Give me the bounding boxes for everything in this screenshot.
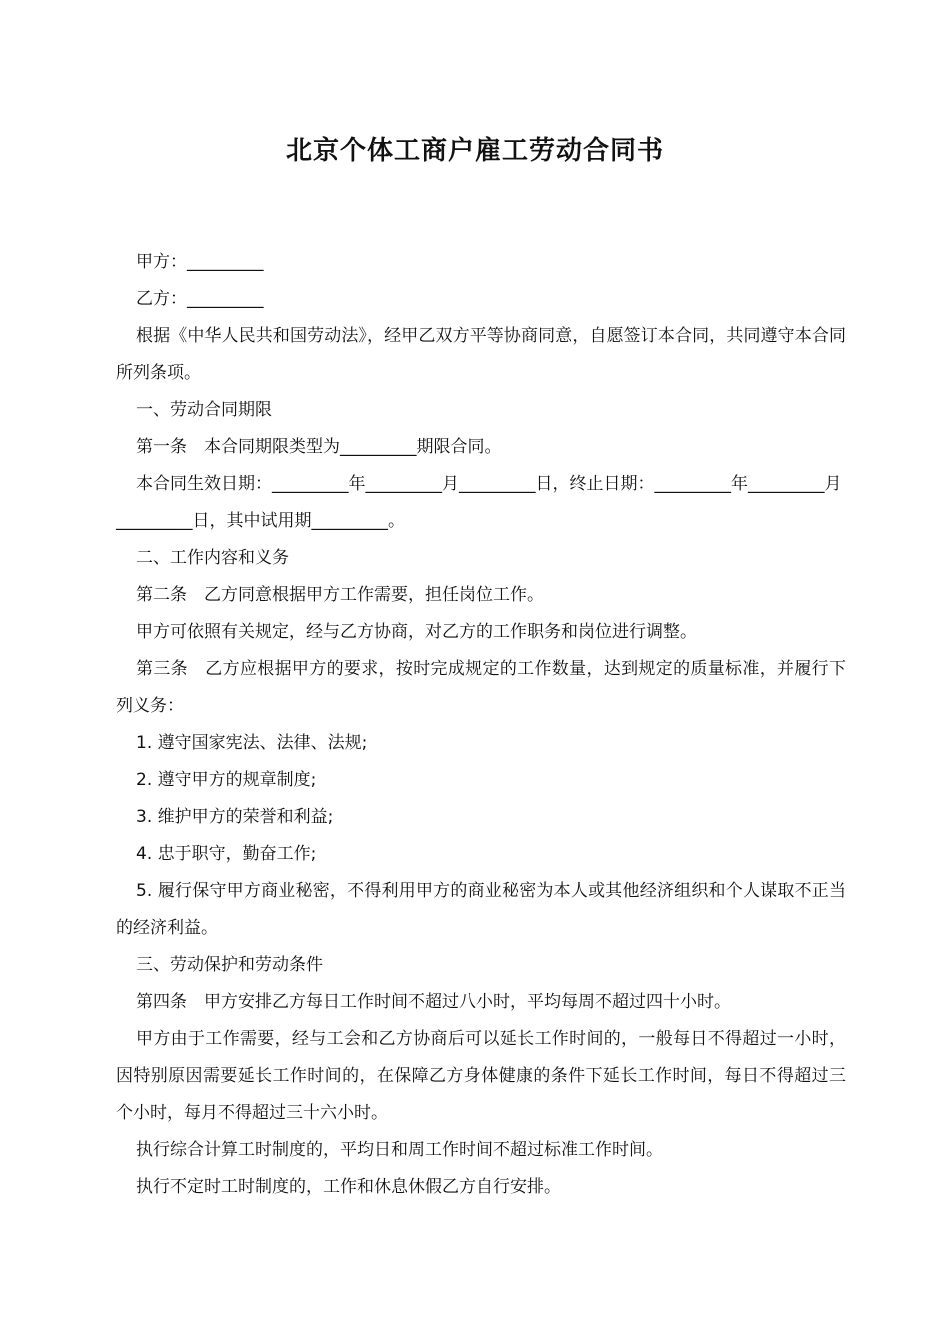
effective-date-paragraph: 本合同生效日期：_________年_________月_________日，终止日期：_________年_________月_________日，其中试用期_________。 <box>116 474 842 531</box>
article-4: 第四条 甲方安排乙方每日工作时间不超过八小时，平均每周不超过四十小时。 <box>136 992 731 1012</box>
section-heading-protection: 三、劳动保护和劳动条件 <box>136 955 323 975</box>
obligation-item: 4. 忠于职守，勤奋工作; <box>136 844 317 864</box>
party-b-line: 乙方：_________ <box>136 289 264 309</box>
document-body <box>116 244 846 1206</box>
obligation-item: 5. 履行保守甲方商业秘密，不得利用甲方的商业秘密为本人或其他经济组织和个人谋取不正当的经济利益。 <box>116 881 846 938</box>
preamble-paragraph: 根据《中华人民共和国劳动法》，经甲乙双方平等协商同意，自愿签订本合同，共同遵守本合同所列条项。 <box>116 326 846 383</box>
section-heading-duties: 二、工作内容和义务 <box>136 548 289 568</box>
party-a-line: 甲方：_________ <box>136 252 264 272</box>
obligation-item: 3. 维护甲方的荣誉和利益; <box>136 807 334 827</box>
article-3: 第三条 乙方应根据甲方的要求，按时完成规定的工作数量，达到规定的质量标准，并履行下列义务： <box>116 659 846 716</box>
article-2-adjustment: 甲方可依照有关规定，经与乙方协商，对乙方的工作职务和岗位进行调整。 <box>136 622 697 642</box>
overtime-paragraph: 甲方由于工作需要，经与工会和乙方协商后可以延长工作时间的，一般每日不得超过一小时，因特别原因需要延长工作时间的，在保障乙方身体健康的条件下延长工作时间，每日不得超过三个小时，每月不得超过三十六小时。 <box>116 1029 846 1123</box>
comprehensive-hours-paragraph: 执行综合计算工时制度的，平均日和周工作时间不超过标准工作时间。 <box>136 1140 663 1160</box>
obligation-item: 1. 遵守国家宪法、法律、法规; <box>136 733 368 753</box>
document-title: 北京个体工商户雇工劳动合同书 <box>285 136 664 166</box>
section-heading-term: 一、劳动合同期限 <box>136 400 272 420</box>
article-2: 第二条 乙方同意根据甲方工作需要，担任岗位工作。 <box>136 585 544 605</box>
article-1: 第一条 本合同期限类型为_________期限合同。 <box>136 437 502 457</box>
flexible-hours-paragraph: 执行不定时工时制度的，工作和休息休假乙方自行安排。 <box>136 1177 561 1197</box>
obligation-item: 2. 遵守甲方的规章制度; <box>136 770 317 790</box>
